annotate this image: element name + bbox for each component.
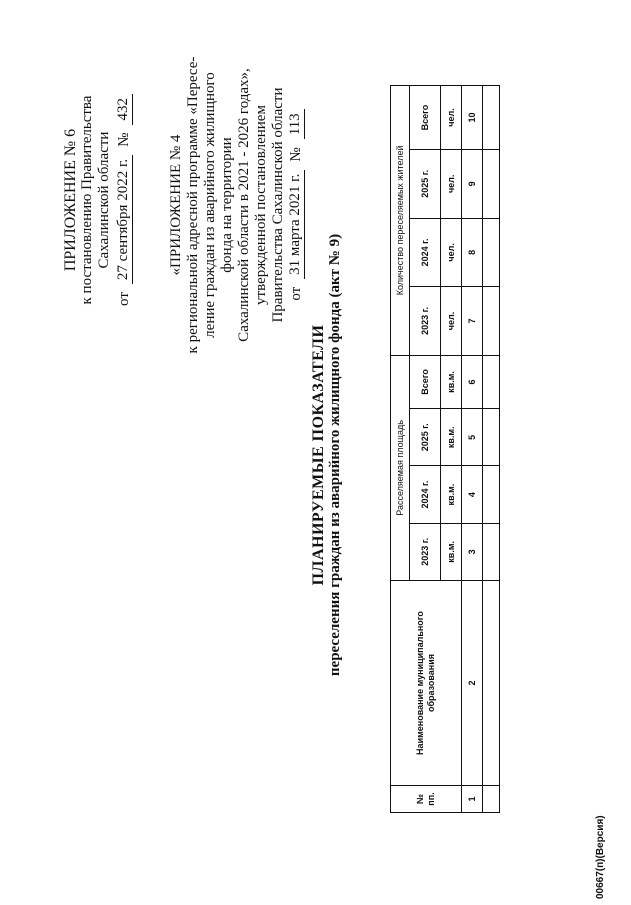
table-cell — [483, 786, 500, 813]
appendix-4-no-label: № — [288, 147, 304, 162]
header-people-2023: 2023 г. — [410, 287, 441, 356]
appendix-4-title: «ПРИЛОЖЕНИЕ № 4 — [168, 134, 184, 276]
table-cell — [483, 409, 500, 466]
column-number: 3 — [462, 523, 483, 580]
unit-area: кв.м. — [441, 523, 462, 580]
unit-people: чел. — [441, 150, 462, 219]
header-municipality: Наименование муниципального образования — [391, 581, 462, 786]
appendix-4-from-label: от — [288, 286, 304, 301]
header-no: № пп. — [391, 786, 462, 813]
table-cell — [483, 355, 500, 408]
header-people-2024: 2024 г. — [410, 218, 441, 287]
table-cell — [483, 218, 500, 287]
table-cell — [483, 86, 500, 150]
header-people-2025: 2025 г. — [410, 150, 441, 219]
appendix-4-block — [168, 0, 305, 410]
document-subtitle: переселения граждан из аварийного жилищного фонда (акт № 9) — [327, 233, 343, 677]
column-number: 1 — [462, 786, 483, 813]
appendix-6-number: 432 — [115, 94, 133, 125]
unit-people: чел. — [441, 287, 462, 356]
indicators-table — [390, 85, 500, 813]
column-number: 10 — [462, 86, 483, 150]
header-area-group: Расселяемая площадь — [391, 355, 410, 580]
appendix-4-number: 113 — [287, 109, 305, 139]
appendix-4-line2: ление граждан из аварийного жилищного — [202, 72, 218, 338]
column-number: 6 — [462, 355, 483, 408]
column-number: 4 — [462, 466, 483, 523]
column-number: 8 — [462, 218, 483, 287]
appendix-6-from-label: от — [116, 292, 132, 306]
appendix-6-date: 27 сентября 2022 г. — [115, 155, 133, 284]
appendix-4-line1: к региональной адресной программе «Пересе- — [185, 56, 201, 354]
header-area-2025: 2025 г. — [410, 409, 441, 466]
column-number: 2 — [462, 581, 483, 786]
header-area-2023: 2023 г. — [410, 523, 441, 580]
header-people-group: Количество переселяемых жителей — [391, 86, 410, 356]
unit-people: чел. — [441, 218, 462, 287]
table-cell — [483, 466, 500, 523]
appendix-4-signature-row — [287, 0, 305, 410]
unit-people: чел. — [441, 86, 462, 150]
unit-area: кв.м. — [441, 355, 462, 408]
table-cell — [483, 581, 500, 786]
table-header-row-1 — [391, 86, 410, 813]
appendix-6-line2: Сахалинской области — [96, 131, 112, 269]
appendix-6-title: ПРИЛОЖЕНИЕ № 6 — [62, 128, 79, 272]
header-area-2024: 2024 г. — [410, 466, 441, 523]
table-column-numbers-row — [462, 86, 483, 813]
document-code: 00667(п)(Версия) — [595, 815, 606, 899]
appendix-6-line1: к постановлению Правительства — [79, 95, 95, 305]
table-cell — [483, 150, 500, 219]
header-area-total: Всего — [410, 355, 441, 408]
table-empty-row — [483, 86, 500, 813]
document-title: ПЛАНИРУЕМЫЕ ПОКАЗАТЕЛИ — [310, 324, 327, 586]
table-cell — [483, 523, 500, 580]
appendix-6-signature-row — [115, 35, 133, 365]
header-people-total: Всего — [410, 86, 441, 150]
appendix-4-line5: утвержденной постановлением — [253, 105, 269, 305]
column-number: 5 — [462, 409, 483, 466]
document-title-block — [310, 145, 344, 765]
unit-area: кв.м. — [441, 409, 462, 466]
column-number: 7 — [462, 287, 483, 356]
appendix-6-no-label: № — [116, 132, 132, 147]
appendix-4-line3: фонда на территории — [219, 137, 235, 273]
table-cell — [483, 287, 500, 356]
appendix-4-date: 31 марта 2021 г. — [287, 170, 305, 279]
column-number: 9 — [462, 150, 483, 219]
appendix-4-line6: Правительства Сахалинской области — [270, 87, 286, 323]
unit-area: кв.м. — [441, 466, 462, 523]
appendix-6-block — [62, 35, 133, 365]
appendix-4-line4: Сахалинской области в 2021 - 2026 годах», — [236, 68, 252, 342]
